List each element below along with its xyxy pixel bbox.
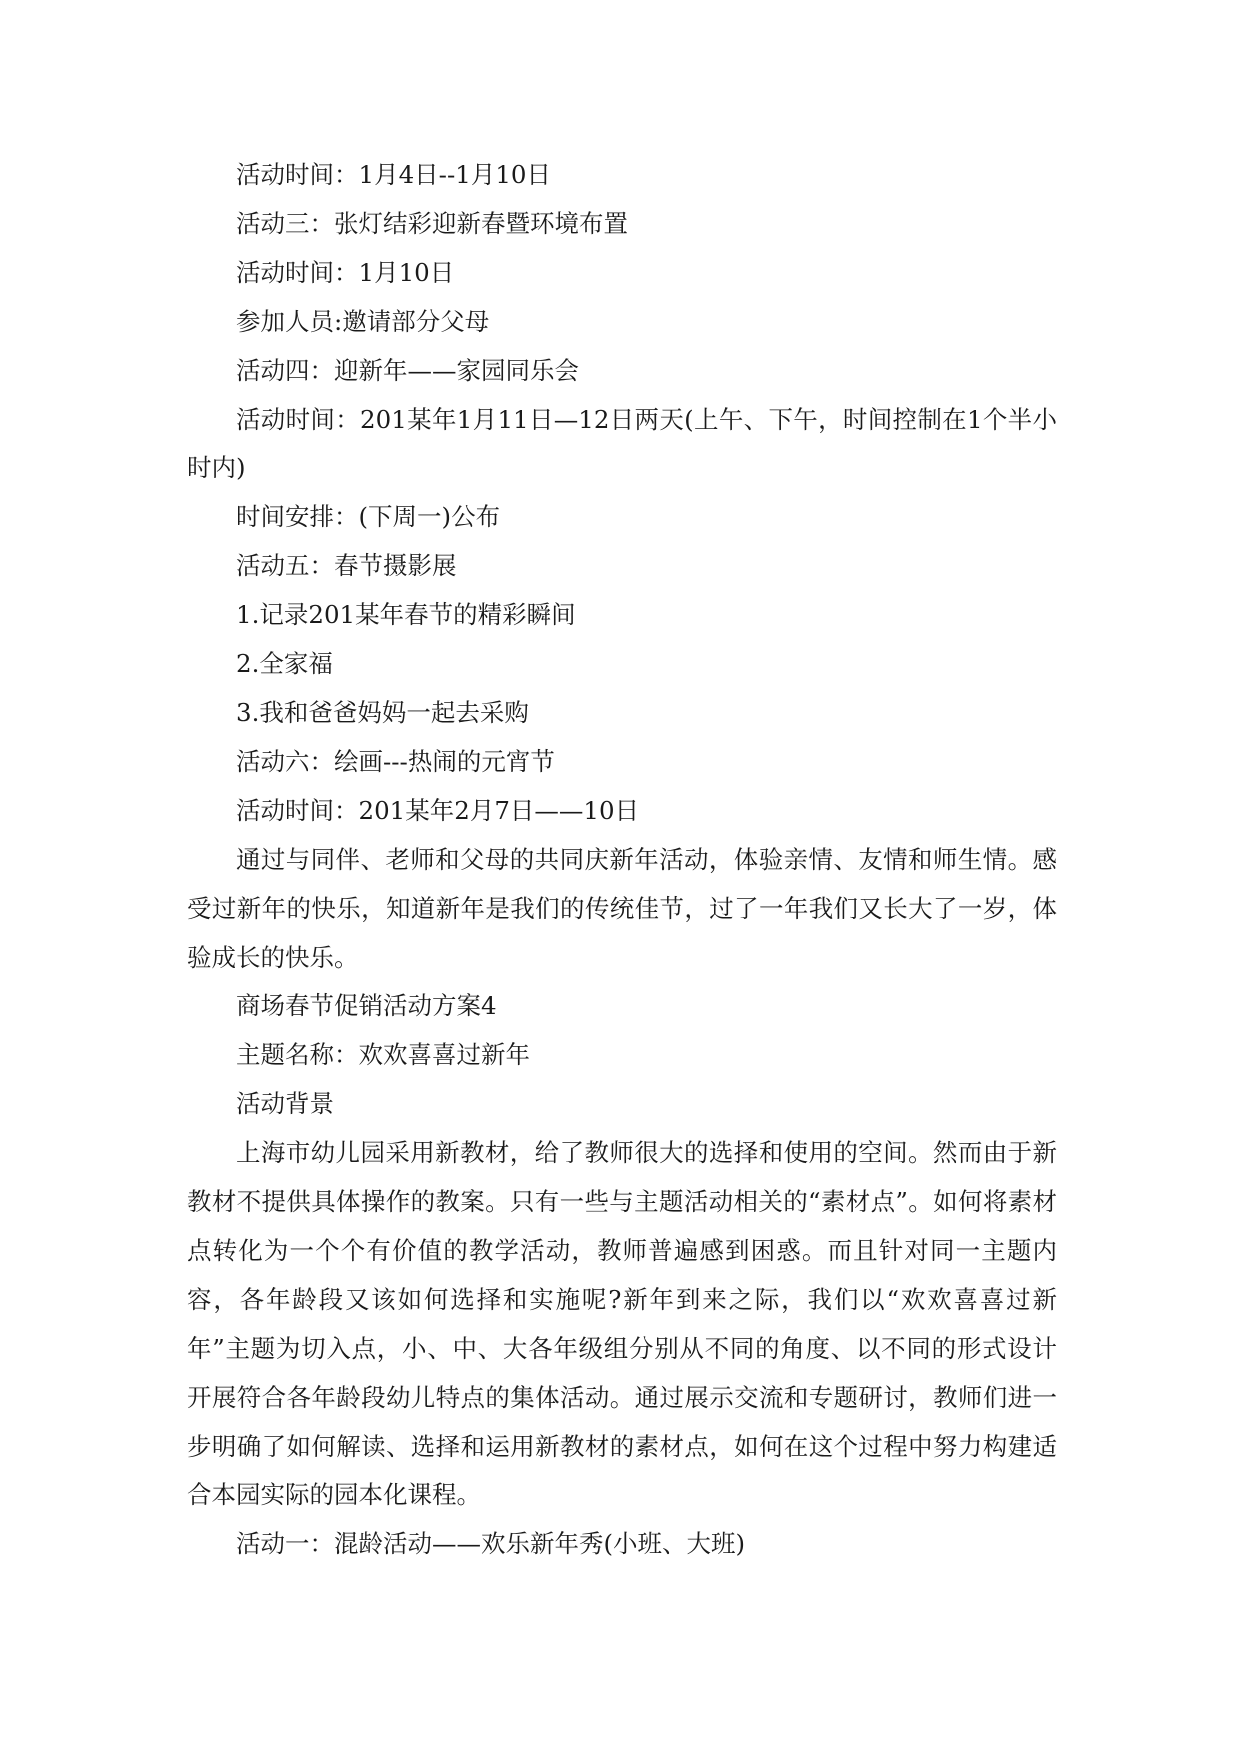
paragraph: 活动时间：201某年2月7日——10日 — [236, 795, 640, 825]
section-heading: 商场春节促销活动方案4 — [236, 991, 497, 1021]
paragraph: 活动一：混龄活动——欢乐新年秀(小班、大班) — [236, 1529, 746, 1559]
paragraph: 活动时间：201某年1月11日—12日两天(上午、下午，时间控制在1个半小时内) — [187, 404, 1057, 483]
paragraph: 参加人员:邀请部分父母 — [236, 306, 490, 336]
paragraph: 活动三：张灯结彩迎新春暨环境布置 — [236, 208, 628, 238]
paragraph: 上海市幼儿园采用新教材，给了教师很大的选择和使用的空间。然而由于新教材不提供具体操作的教案。只有一些与主题活动相关的“素材点”。如何将素材点转化为一个个有价值的教学活动，教师普遍感到困惑。而且针对同一主题内容，各年龄段又该如何选择和实施呢?新年到来之际，我们以“欢欢喜喜过新年”主题为切入点，小、中、大各年级组分别从不同的角度、以不同的形式设计开展符合各年龄段幼儿特点的集体活动。通过展示交流和专题研讨，教师们进一步明确了如何解读、选择和运用新教材的素材点，如何在这个过程中努力构建适合本园实际的园本化课程。 — [187, 1138, 1057, 1510]
paragraph: 通过与同伴、老师和父母的共同庆新年活动，体验亲情、友情和师生情。感受过新年的快乐，知道新年是我们的传统佳节，过了一年我们又长大了一岁，体验成长的快乐。 — [187, 844, 1057, 972]
paragraph: 活动六：绘画---热闹的元宵节 — [236, 746, 555, 776]
paragraph: 主题名称：欢欢喜喜过新年 — [236, 1040, 530, 1070]
paragraph: 活动时间：1月10日 — [236, 257, 455, 287]
paragraph: 活动背景 — [236, 1089, 334, 1119]
paragraph: 活动五：春节摄影展 — [236, 551, 457, 581]
document-body — [187, 151, 1057, 1569]
paragraph: 活动四：迎新年——家园同乐会 — [236, 355, 579, 385]
list-item: 3.我和爸爸妈妈一起去采购 — [236, 697, 529, 727]
list-item: 2.全家福 — [236, 649, 333, 679]
paragraph: 活动时间：1月4日--1月10日 — [236, 160, 551, 189]
paragraph: 时间安排：(下周一)公布 — [236, 502, 501, 532]
list-item: 1.记录201某年春节的精彩瞬间 — [236, 600, 576, 630]
